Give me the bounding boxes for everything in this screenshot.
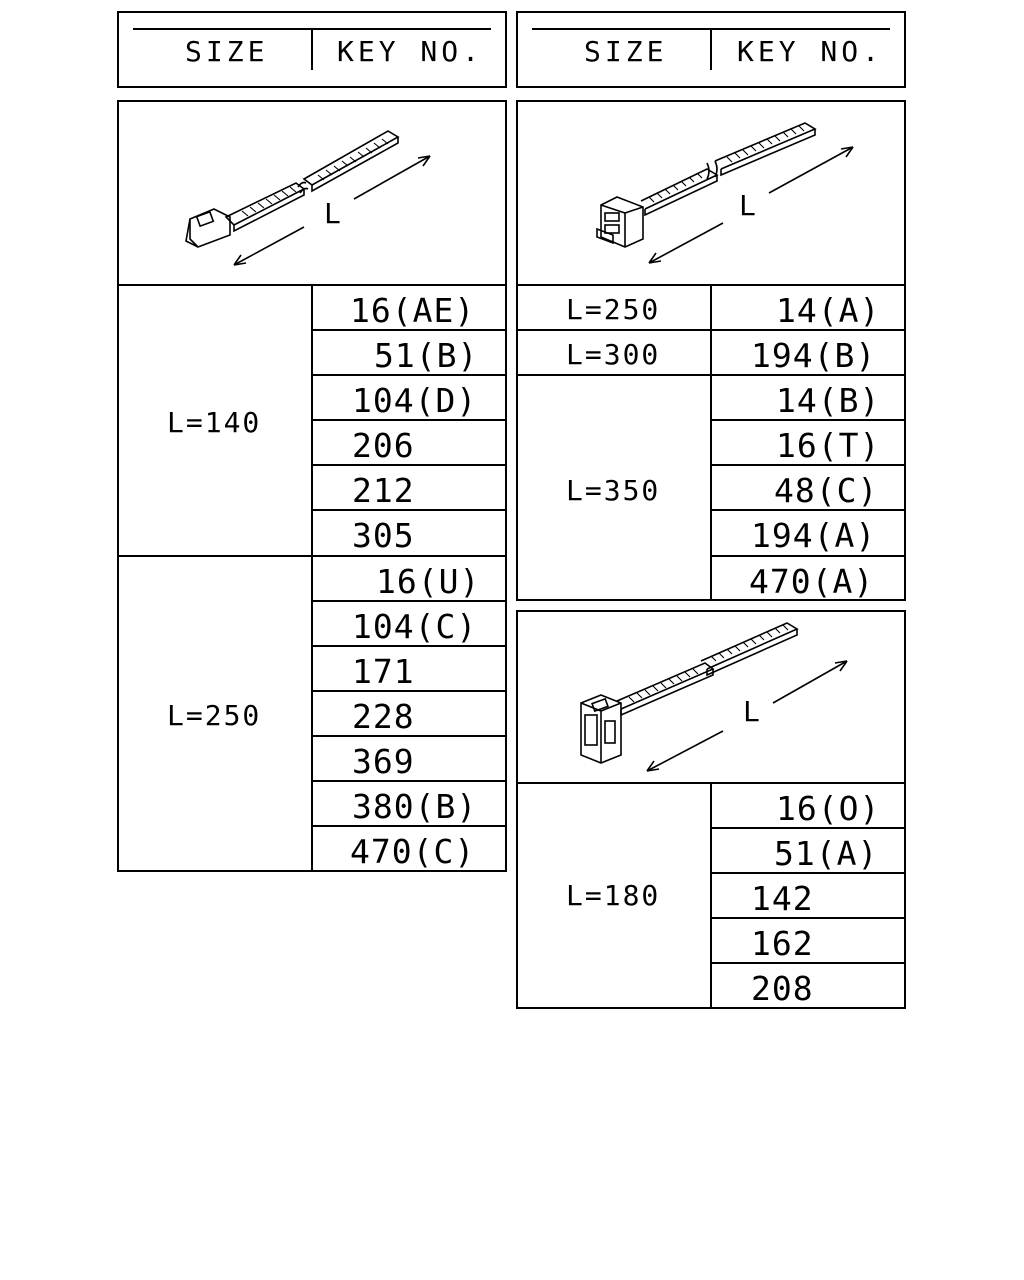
left-size-l140: L=140 <box>167 406 262 439</box>
right-key-14-a: 14(A) <box>776 291 881 330</box>
right-key-194-b: 194(B) <box>751 336 877 375</box>
left-group-divider <box>117 555 507 557</box>
right-key-194-a: 194(A) <box>751 516 877 555</box>
right-row-sep <box>710 555 906 557</box>
right-2-key-51-a: 51(A) <box>774 834 879 873</box>
right-2-key-208: 208 <box>751 969 814 1008</box>
right-size-l250: L=250 <box>566 293 661 326</box>
right-2-dimension-label: L <box>743 695 760 728</box>
left-key-16-u: 16(U) <box>376 562 481 601</box>
left-size-l250: L=250 <box>167 699 262 732</box>
left-key-104-c: 104(C) <box>352 607 478 646</box>
right-dimension-label: L <box>739 189 756 222</box>
left-dimension-label: L <box>324 197 341 230</box>
right-key-48-c: 48(C) <box>774 471 879 510</box>
right-header-key-no: KEY NO. <box>737 35 884 68</box>
right-key-16-t: 16(T) <box>776 426 881 465</box>
left-key-104-d: 104(D) <box>352 381 478 420</box>
right-2-key-162: 162 <box>751 924 814 963</box>
left-key-171: 171 <box>352 652 415 691</box>
right-2-key-16-o: 16(O) <box>776 789 881 828</box>
left-key-228: 228 <box>352 697 415 736</box>
right-header-size: SIZE <box>584 35 668 68</box>
left-key-380-b: 380(B) <box>352 787 478 826</box>
right-column-divider <box>710 284 712 601</box>
cable-tie-illustration-left <box>118 101 506 283</box>
left-key-369: 369 <box>352 742 415 781</box>
right-size-l300: L=300 <box>566 338 661 371</box>
left-key-16-ae: 16(AE) <box>350 291 476 330</box>
left-key-206: 206 <box>352 426 415 465</box>
left-key-51-b: 51(B) <box>374 336 479 375</box>
left-header-size: SIZE <box>185 35 269 68</box>
cable-tie-illustration-right <box>517 101 905 283</box>
left-column-divider <box>311 284 313 872</box>
left-key-305: 305 <box>352 516 415 555</box>
right-2-size-l180: L=180 <box>566 879 661 912</box>
left-header-divider <box>311 28 313 70</box>
left-header-key-no: KEY NO. <box>337 35 484 68</box>
cable-tie-illustration-right-2 <box>517 611 905 781</box>
right-key-470-a: 470(A) <box>749 562 875 601</box>
left-key-212: 212 <box>352 471 415 510</box>
right-header-divider <box>710 28 712 70</box>
right-size-l350: L=350 <box>566 474 661 507</box>
right-2-key-142: 142 <box>751 879 814 918</box>
right-2-column-divider <box>710 782 712 1009</box>
left-key-470-c: 470(C) <box>350 832 476 871</box>
right-key-14-b: 14(B) <box>776 381 881 420</box>
